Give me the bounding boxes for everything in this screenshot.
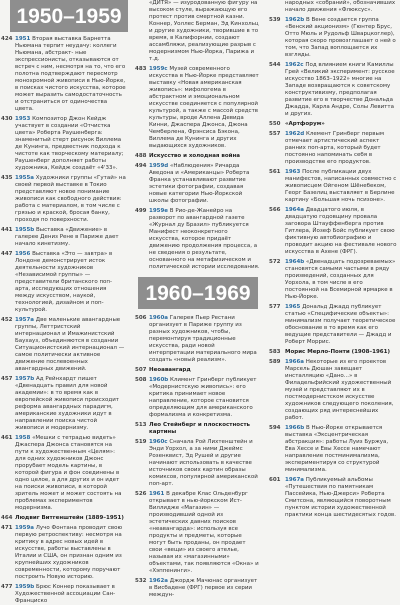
timeline-entry bbox=[134, 0, 262, 63]
entry-body: В декабре Клас Ольденбург открывает в нью-йоркском Ист-Виллидже «Магазин» — производивший одной из эстетических давних поисков «неавангарда»: используя все продукты и предметы, которые могут быть проданы, он продает свои «вещи» из своего ателье, называя их «магазинными» объектами, так появляются «Окна» и «Хэппенинги». bbox=[149, 491, 259, 574]
section-entry bbox=[268, 349, 400, 356]
entry-year: 1962b bbox=[285, 17, 305, 23]
entry-body: В Рио-де-Жанейро на разворот по авангардной газете «Журнал ду Бразил» публикуется Манифест неоконкретного искусства, которое придаёт движению продолжения процесса, а не сведения о результате, основанного на метафизическом и политической истории исследования. bbox=[149, 208, 260, 270]
entry-year: 1962c bbox=[285, 62, 304, 68]
timeline-entry bbox=[0, 175, 128, 224]
timeline-entry bbox=[0, 376, 128, 432]
entry-text bbox=[149, 422, 262, 436]
entry-text bbox=[149, 66, 262, 150]
entry-year: 1965 bbox=[285, 304, 301, 310]
timeline-entry bbox=[134, 315, 262, 364]
page-number bbox=[268, 0, 285, 14]
period-header-1960s: 1960–1969 bbox=[138, 277, 258, 309]
entry-body: «Двенадцать подозреваемых» становятся самыми частыми в ряду произведений, созданных для Уорхола, в том числе в его постоянной на Всемирной ярмарке в Нью-Йорке. bbox=[285, 259, 396, 300]
entry-text bbox=[15, 515, 128, 522]
timeline-entry bbox=[134, 578, 262, 599]
entry-text bbox=[285, 17, 400, 59]
entry-text bbox=[149, 163, 262, 205]
page-number: 577 bbox=[269, 304, 281, 310]
page-number: 461 bbox=[1, 435, 13, 441]
timeline-entry bbox=[268, 359, 400, 422]
entry-body: Музей современного искусства в Нью-Йорке представляет выставку «Новая американская живопись»: мифологема в абстрактном и эмоциональном искусстве соединяется с популярной культурой, а также с массой средств культуры, вроде Аллена Девида Кинни, Джаспера Джонса, Джона Чемберлена, Фрэнсиса Бэкона, Виллема де Кунинга и других выдающихся художников. bbox=[149, 66, 259, 149]
entry-text bbox=[285, 349, 400, 356]
entry-text bbox=[15, 584, 128, 605]
timeline-entry bbox=[268, 131, 400, 166]
entry-body: «Наблюдения» Ричарда Аведона и «Американцы» Роберта Франка устанавливают развитие эстетики фотографии, создавая новые категории Нью-Йоркской школы фотографии. bbox=[149, 163, 250, 204]
page-number: 477 bbox=[1, 584, 13, 590]
entry-body: Джордж Мачюнас организует в Висбадене (ФРГ) первое из серии междун- bbox=[149, 578, 258, 598]
entry-year: 1964a bbox=[285, 207, 305, 213]
entry-text bbox=[15, 175, 128, 224]
page-number: 435 bbox=[1, 175, 13, 181]
entry-year: 1966b bbox=[285, 425, 305, 431]
timeline-entry bbox=[134, 377, 262, 419]
entry-text bbox=[285, 62, 400, 118]
entry-text bbox=[149, 153, 262, 160]
timeline-entry bbox=[268, 425, 400, 474]
entry-year: 1955a bbox=[15, 175, 35, 181]
entry-text bbox=[15, 376, 128, 432]
entry-list bbox=[134, 0, 262, 271]
column-left bbox=[0, 0, 128, 604]
entry-body: Клемент Гринберг первым отмечает артистический аспект ранних поп-арта, который будет постоянно напоминать себя в производстве его продуктов. bbox=[285, 131, 385, 165]
timeline-entry bbox=[0, 525, 128, 581]
page-number: 594 bbox=[269, 425, 281, 431]
page-number: 488 bbox=[135, 153, 147, 159]
timeline-entry bbox=[268, 62, 400, 118]
page-number: 441 bbox=[1, 227, 13, 233]
section-entry bbox=[134, 422, 262, 436]
timeline-entry bbox=[0, 116, 128, 172]
timeline-entry bbox=[268, 169, 400, 204]
timeline-entry bbox=[134, 439, 262, 488]
entry-body: Сначала Рой Лихтенштейн и Энди Уорхол, а за ними Джеймс Розенквист, Эд Рушей и другие начинают использовать в качестве источников своих картин образы комиксов, популярной американской поп-арт. bbox=[149, 439, 258, 487]
entry-text bbox=[285, 169, 400, 204]
page-number: 508 bbox=[135, 377, 147, 383]
entry-body: Искусство и холодная война bbox=[149, 153, 240, 159]
page-number: 526 bbox=[135, 491, 147, 497]
entry-text bbox=[149, 491, 262, 575]
page-number: 550 bbox=[269, 121, 281, 127]
timeline-entry bbox=[0, 317, 128, 373]
section-entry bbox=[0, 515, 128, 522]
page-number: 483 bbox=[135, 66, 147, 72]
timeline-entry bbox=[268, 0, 400, 14]
timeline-entry bbox=[134, 491, 262, 575]
timeline-entry bbox=[134, 163, 262, 205]
entry-body: Двадцатого июля, в двадцатую годовщину провала заговора Штауффенберга против Гитлера, Йозеф Бойс публикует свою фиктивную автобиографию и проводит акцию на фестивале нового искусства в Ахене (ФРГ). bbox=[285, 207, 397, 255]
page-number: 572 bbox=[269, 259, 281, 265]
page-number: 452 bbox=[1, 317, 13, 323]
section-entry bbox=[134, 367, 262, 374]
section-entry bbox=[268, 121, 400, 128]
entry-text bbox=[15, 435, 128, 512]
period-header-1950s: 1950–1959 bbox=[10, 0, 128, 32]
entry-text bbox=[15, 227, 128, 248]
entry-text bbox=[149, 0, 262, 63]
entry-body: Выставка «Это — завтра» в Лондоне демонстрирует исток деятельности художников «Независимой группы» — представители британского поп-арта, исследующих отношения между искусством, наукой, технологией, дизайном и поп-культурой. bbox=[15, 251, 113, 313]
column-middle bbox=[134, 0, 262, 598]
entry-body: «Мешки с тетрадью видеть» Джаспера Джонса становятся на пути к художественным «Целям»: для одних художников Джонс прорубает модель картины, в которой фигура и фон соединены в одно целое, а для других и он идет на поиски живописи, в которой зритель может и может состоять на проблемах экспериментов модернизма. bbox=[15, 435, 122, 511]
entry-text bbox=[149, 578, 262, 599]
entry-year: 1959d bbox=[149, 163, 169, 169]
entry-body: Публикуемый альбомы «Путешествия по памятникам Пассейика, Нью-Джерси» Роберта Смитсона, являющийся поворотным пунктом истории художественной практики конца шестидесятых годов. bbox=[285, 477, 397, 518]
timeline-entry bbox=[0, 227, 128, 248]
entry-year: 1963 bbox=[285, 169, 301, 175]
entry-body: В Нью-Йорке открывается выставка «Эксцентрическая абстракция»: работы Луиз Буржуа, Ева Хессе и Евы Хессе намечают направление постминимализма, экспериментируя со структурой минимализма. bbox=[285, 425, 389, 473]
column-right bbox=[268, 0, 400, 540]
page-number: 506 bbox=[135, 315, 147, 321]
page-number: 447 bbox=[1, 251, 13, 257]
section-entry bbox=[134, 153, 262, 160]
entry-text bbox=[15, 36, 128, 113]
entry-year: 1955b bbox=[15, 227, 35, 233]
entry-year: 1962d bbox=[285, 131, 305, 137]
page-number: 557 bbox=[269, 131, 281, 137]
entry-year: 1959a bbox=[15, 525, 35, 531]
entry-year: 1957a bbox=[15, 317, 35, 323]
entry-text bbox=[15, 251, 128, 314]
entry-body: Композитор Джон Кейдж участвует в создании «Отчистка цвета» Роберта Раушенберга: знаменитый стерт рисунок Виллема де Кунинга, предвестник подхода к чистоте как творческому материалу; Раушенберг дополняет работы художника, Кейдж создаёт «4'33». bbox=[15, 116, 124, 171]
entry-year: 1959b bbox=[15, 584, 35, 590]
entry-text bbox=[285, 304, 400, 346]
page-number: 539 bbox=[269, 17, 281, 23]
entry-text bbox=[15, 317, 128, 373]
page-number: 499 bbox=[135, 208, 147, 214]
page-number: 513 bbox=[135, 422, 147, 428]
entry-year: 1957b bbox=[15, 376, 35, 382]
entry-text bbox=[15, 116, 128, 172]
entry-year: 1967a bbox=[285, 477, 305, 483]
timeline-entry bbox=[0, 584, 128, 605]
entry-text bbox=[285, 207, 400, 256]
timeline-entry bbox=[268, 259, 400, 301]
page-number: 589 bbox=[269, 359, 281, 365]
page-number: 566 bbox=[269, 207, 281, 213]
page-number: 464 bbox=[1, 515, 13, 521]
entry-year: 1960b bbox=[149, 377, 169, 383]
entry-text bbox=[285, 121, 400, 128]
page-number: 457 bbox=[1, 376, 13, 382]
page-number: 544 bbox=[269, 62, 281, 68]
entry-body: После публикации двух манифестов, написанных совместно с живописцем Ойгеном Шёнебеком, Георг Базелиц выставляет в Берлине картину «Большая ночь псизоне». bbox=[285, 169, 397, 203]
entry-body: Выставка «Движение» в галерее Дениз Рене в Париже дает начало кинетизму. bbox=[15, 227, 119, 247]
entry-text bbox=[149, 208, 262, 271]
timeline-entry bbox=[268, 207, 400, 256]
entry-body: Две маленькие авангардные группы, Леттристский интернационал и Имажинистский Баухауз, объединяются в создании Ситуационистский интернационал — самое политически активное движение послевоенных авангардных движений. bbox=[15, 317, 125, 372]
entry-text bbox=[285, 131, 400, 166]
entry-body: Лучо Фонтана проводит свою первую ретроспективу: несмотря на критику в адрес новых идей в искусстве, работы выставлены в Италии и США, он признан одним из крупнейших художников современности, которому поручают построить Новую историю. bbox=[15, 525, 123, 580]
entry-list bbox=[0, 36, 128, 605]
entry-year: 1953 bbox=[15, 116, 31, 122]
entry-body: Под влиянием книги Камиллы Грей «Великий эксперимент: русское искусство 1863–1922» многие на Западе возвращаются к советскому конструктивизму, предполагая развитие его в творчестве Дональда Джадда, Карла Андре, Солы Левитта и других. bbox=[285, 62, 395, 117]
entry-body: Неоавангард bbox=[149, 367, 191, 373]
entry-text bbox=[285, 359, 400, 422]
page-number: 494 bbox=[135, 163, 147, 169]
entry-year: 1962a bbox=[149, 578, 169, 584]
entry-year: 1960c bbox=[149, 439, 168, 445]
entry-text bbox=[285, 259, 400, 301]
timeline-entry bbox=[134, 66, 262, 150]
timeline-entry bbox=[268, 17, 400, 59]
entry-body: Дональд Джадд публикует статью «Специфические объекты»: минимализм получает теоретическое обоснование в то время как его ведущие представители — Джадд и Роберт Моррис. bbox=[285, 304, 396, 345]
entry-year: 1956 bbox=[15, 251, 31, 257]
entry-year: 1958 bbox=[15, 435, 31, 441]
timeline-entry bbox=[0, 36, 128, 113]
entry-body: Ад Рейнхардт пишет «Двенадцать правил для новой академии»: в то время как в европейской живописи происходит реформа авангардных парадигм, американские художники идут в направлении поиска чистой живописи и модернизму. bbox=[15, 376, 119, 431]
entry-body: Некоторые из его проектов Марсель Дюшан завещает инсталляцию «Дано...» в Филадельфийский художественный музей и представляют их в постмодернистском искусстве художников следующего поколения, создающих ряд интереснейших работ. bbox=[285, 359, 394, 421]
entry-body: Климент Гринберг публикует «Модернистскую живопись»: его критика принимает новое направление, которое становится определяющим для американского формализма и конкретизма. bbox=[149, 377, 257, 418]
entry-body: Вторая выставка Барнетта Ньюмана терпит неудачу: коллеги Ньюмана, абстракт- ные экспрессионисты, отказываются от встреч с ним, несмотря на то, что его полотна подтверждают пересмотр монохромной живописи в Нью-Йорке, в поисках чистого искусства, которое может выразить самодостаточность и отстраниться от одиночества цвета. bbox=[15, 36, 126, 112]
entry-year: 1959c bbox=[149, 66, 168, 72]
page-number: 561 bbox=[269, 169, 281, 175]
page-number: 519 bbox=[135, 439, 147, 445]
page-number: 601 bbox=[269, 477, 281, 483]
entry-body: «ДИТЯ» — изуродованную фигуру на высоком стуле, выражающую его протест против смертной казни. Коннер, Уоллес Берман, Эд Кинхольц и другие художники, творившие в то время, в Калифорнии, создают ассамбляжи, реализующие разрыв с модернизмом Нью-Йорка, Парижа и т.д. bbox=[149, 0, 259, 62]
entry-year: 1959e bbox=[149, 208, 169, 214]
entry-year: 1964b bbox=[285, 259, 305, 265]
entry-text bbox=[149, 315, 262, 364]
entry-body: Художники группы «Гутай» на своей первой выставке в Токио представляют новое понимание живописи как свободного действия: работа с материалом, в том числе с грязью и краской, бросая банку, проходя по поверхности. bbox=[15, 175, 126, 223]
entry-body: Брюс Коннер показывает в Художественной ассоциации Сан-Франциско bbox=[15, 584, 116, 604]
entry-year: 1960a bbox=[149, 315, 169, 321]
page-number: 424 bbox=[1, 36, 13, 42]
entry-year: 1966a bbox=[285, 359, 305, 365]
entry-body: В Вене создается группа «Венский акционизм» (Гюнтер Брус, Отто Мюль и Рудольф Шварцкоглер), которая скоро провозглашает о ней о том, что Запад воплощается их взгляды. bbox=[285, 17, 396, 58]
timeline-entry bbox=[0, 251, 128, 314]
entry-text bbox=[285, 425, 400, 474]
entry-body: «Артфорум» bbox=[285, 121, 325, 127]
entry-text bbox=[285, 477, 400, 519]
entry-year: 1951 bbox=[15, 36, 31, 42]
page-number: 430 bbox=[1, 116, 13, 122]
entry-body: Лео Стейнберг и плоскостность картины bbox=[149, 422, 250, 435]
timeline-entry bbox=[268, 304, 400, 346]
page-number: 507 bbox=[135, 367, 147, 373]
page-number: 471 bbox=[1, 525, 13, 531]
entry-body: Людвиг Витгенштейн (1889–1951) bbox=[15, 515, 124, 521]
entry-text bbox=[149, 377, 262, 419]
entry-list bbox=[134, 315, 262, 599]
timeline-entry bbox=[0, 435, 128, 512]
entry-text bbox=[15, 525, 128, 581]
entry-text bbox=[149, 439, 262, 488]
entry-list bbox=[268, 0, 400, 519]
page-number: 583 bbox=[269, 349, 281, 355]
entry-year: 1961 bbox=[149, 491, 165, 497]
timeline-entry bbox=[268, 477, 400, 519]
page-number: 532 bbox=[135, 578, 147, 584]
entry-text bbox=[285, 0, 400, 14]
entry-text bbox=[149, 367, 262, 374]
page-number bbox=[134, 0, 149, 63]
entry-body: Морис Мерло-Понти (1908–1961) bbox=[285, 349, 390, 355]
timeline-entry bbox=[134, 208, 262, 271]
entry-body: Галерея Пьер Рестани организует в Париже группу из разных художников, чтобы, перемонтируя традиционные искусства, ради новой интерпретации материального мира создать «новый реализм». bbox=[149, 315, 257, 363]
entry-body: народных «собраний», обозначивших начало движения «Флюксус». bbox=[285, 0, 396, 13]
